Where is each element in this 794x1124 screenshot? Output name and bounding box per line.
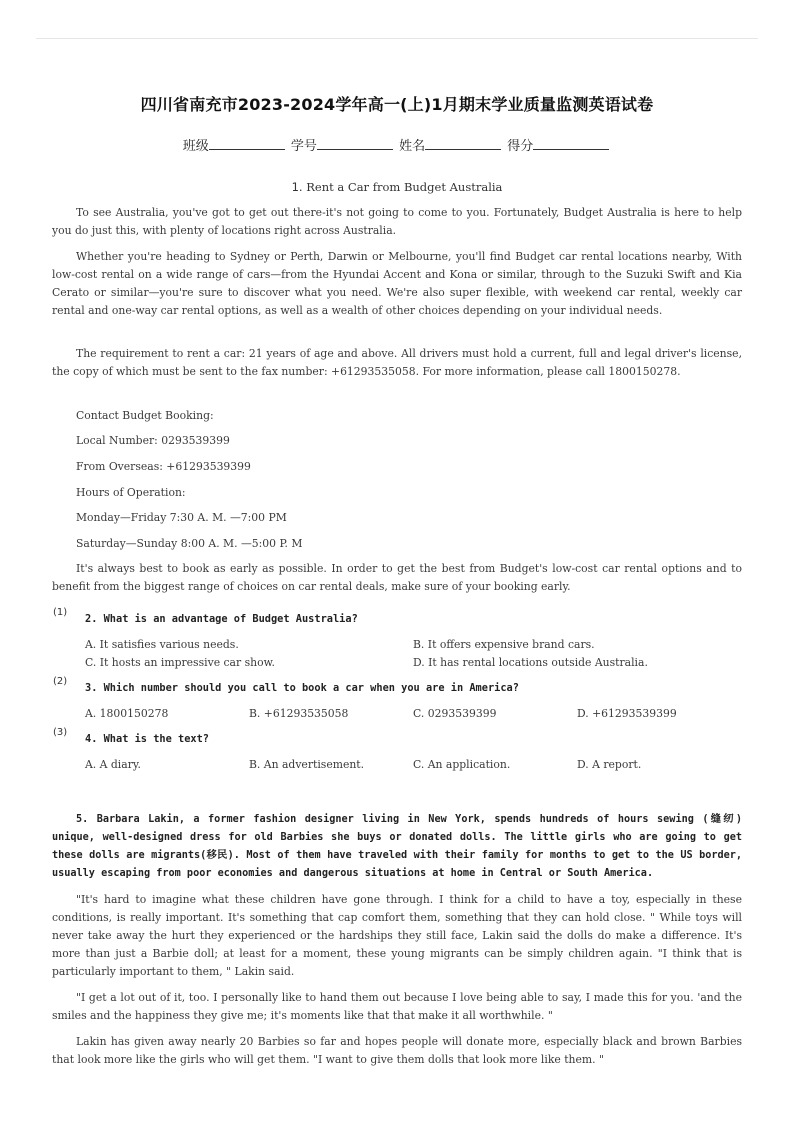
passage-1-paragraph-4: It's always best to book as early as possible. In order to get the best from Budget's low-cost car rental options and to benefit from the biggest range of choices on car rental deals, make sure of your booking early. [52,562,742,593]
question-2-option-c[interactable]: C. 0293539399 [413,707,497,720]
question-3-option-a[interactable]: A. A diary. [85,758,141,771]
contact-heading: Contact Budget Booking: [76,409,214,422]
weekend-hours: Saturday—Sunday 8:00 A. M. —5:00 P. M [76,537,303,550]
passage-1-paragraph-1: To see Australia, you've got to get out there-it's not going to come to you. Fortunately, Budget Australia is here to help you do just this, with plenty of locations right across Australia. [52,206,742,237]
passage-1-paragraph-3: The requirement to rent a car: 21 years of age and above. All drivers must hold a current, full and legal driver's license, the copy of which must be sent to the fax number: +61293535058. For more information, please call 1800150278. [52,347,742,378]
question-3-text: 4. What is the text? [85,733,209,745]
page-title: 四川省南充市2023-2024学年高一(上)1月期末学业质量监测英语试卷 [140,95,654,114]
passage-2-intro: 5. Barbara Lakin, a former fashion designer living in New York, spends hundreds of hours sewing (缝纫) unique, well-designed dress for old Barbies she buys or donated dolls. The little girls who are going to get these dolls are migrants(移民). Most of them have traveled with their family for months to get to the US border, usually escaping from poor economies and dangerous situations at home in Central or South America. [52,814,742,879]
score-blank[interactable] [533,137,609,150]
passage-2-paragraph-2: "I get a lot out of it, too. I personally like to hand them out because I love being able to say, I made this for you. 'and the smiles and the happiness they give me; it's moments like that that make it all worthwhile. " [52,991,742,1022]
question-2-text: 3. Which number should you call to book a car when you are in America? [85,682,519,694]
id-label: 学号 [290,139,317,154]
question-2-option-b[interactable]: B. +61293535058 [249,707,349,720]
question-2-option-a[interactable]: A. 1800150278 [85,707,169,720]
passage-1-title [0,180,794,194]
class-label: 班级 [182,139,209,154]
question-3-option-b[interactable]: B. An advertisement. [249,758,365,771]
name-blank[interactable] [425,137,501,150]
question-3-marker: (3) [53,727,68,738]
passage-1-paragraph-2: Whether you're heading to Sydney or Perth, Darwin or Melbourne, you'll find Budget car rental locations nearby, With low-cost rental on a wide range of cars—from the Hyundai Accent and Kona or similar, through to the Suzuki Swift and Kia Cerato or similar—you're sure to discover what you need. We're also super flexible, with weekend car rental, weekly car rental and one-way car rental options, as well as a wealth of other choices depending on your individual needs. [52,250,742,317]
passage-2-paragraph-3: Lakin has given away nearly 20 Barbies so far and hopes people will donate more, especially black and brown Barbies that look more like the girls who will get them. "I want to give them dolls that look more like them. " [52,1035,742,1066]
class-blank[interactable] [209,137,285,150]
score-label: 得分 [507,139,534,154]
question-1-option-a[interactable]: A. It satisfies various needs. [85,638,239,651]
header-rule [36,38,758,39]
question-3-option-c[interactable]: C. An application. [413,758,511,771]
question-3-option-d[interactable]: D. A report. [577,758,642,771]
local-number: Local Number: 0293539399 [76,434,230,447]
question-1-text: 2. What is an advantage of Budget Australia? [85,613,358,625]
passage-1-number: 1. [291,180,303,194]
passage-1-heading: Rent a Car from Budget Australia [306,180,503,194]
student-info-line [0,135,794,154]
question-1-option-b[interactable]: B. It offers expensive brand cars. [413,638,595,651]
overseas-number: From Overseas: +61293539399 [76,460,251,473]
name-label: 姓名 [399,139,426,154]
question-1-option-d[interactable]: D. It has rental locations outside Australia. [413,656,648,669]
question-2-marker: (2) [53,676,68,687]
passage-2-paragraph-1: "It's hard to imagine what these children have gone through. I think for a child to have a toy, especially in these conditions, is really important. It's something that cap comfort them, something that they can hold close. " While toys will never take away the hurt they experienced or the hardships they still face, Lakin said the dolls do make a difference. It's more than just a Barbie doll; at least for a moment, these young migrants can be simply children again. "I think that is particularly important to them, " Lakin said. [52,893,742,978]
question-1-option-c[interactable]: C. It hosts an impressive car show. [85,656,275,669]
hours-heading: Hours of Operation: [76,486,186,499]
weekday-hours: Monday—Friday 7:30 A. M. —7:00 PM [76,511,287,524]
id-blank[interactable] [317,137,393,150]
question-2-option-d[interactable]: D. +61293539399 [577,707,677,720]
question-1-marker: (1) [53,607,68,618]
